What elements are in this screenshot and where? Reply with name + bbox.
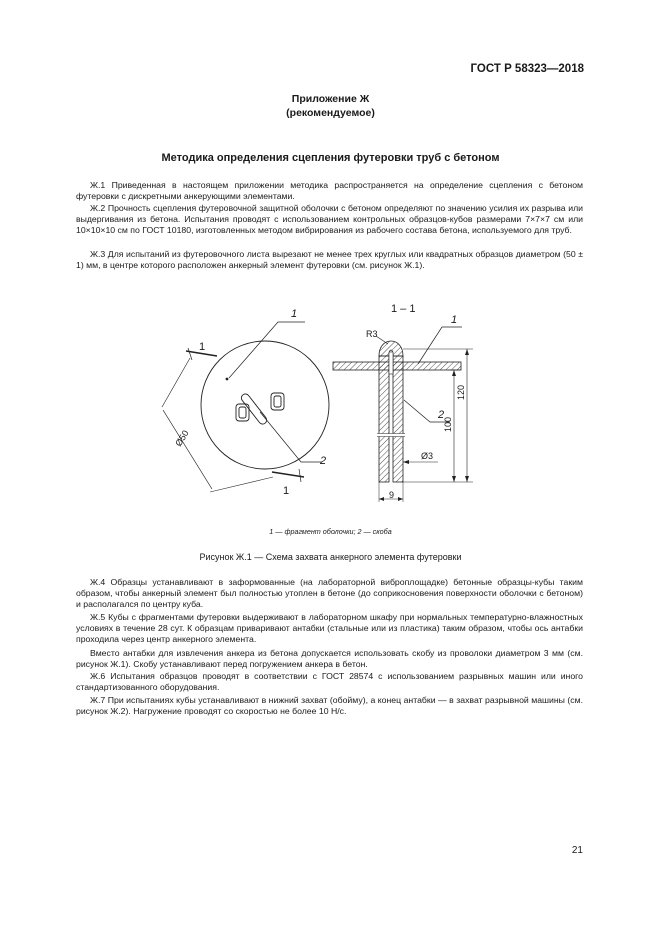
paragraph-zh3: Ж.3 Для испытаний из футеровочного листа вырезают не менее трех круглых или квадратных образцов диаметром (50 ± 1) мм, в центре которого расположен анкерный элемент футеровки (см. рисунок Ж.1). (76, 249, 583, 271)
center-point (226, 378, 229, 381)
leader-item1-right (418, 327, 462, 364)
label-dim-120: 120 (456, 384, 466, 400)
paragraph-staple-note: Вместо антабки для извлечения анкера из бетона допускается использовать скобу из проволоки диаметром 3 мм (см. рисунок Ж.1). Скобу устанавливают перед погружением анкера в бетон. (76, 648, 583, 670)
extension-d50-top (162, 358, 190, 407)
label-dim-100: 100 (443, 416, 453, 432)
page-number: 21 (571, 845, 583, 856)
dimension-line-d50 (163, 410, 212, 489)
section-mark-bottom (272, 472, 304, 477)
extension-d50-bottom (210, 477, 273, 492)
paragraph-zh4: Ж.4 Образцы устанавливают в заформованные (на лабораторной виброплощадке) бетонные образцы-кубы таким образом, чтобы анкерный элемент был полностью утоплен в бетоне (до соприкосновения поверхности оболочки с бетоном) и располагался по центру куба. (76, 577, 583, 610)
section-view-title: 1 – 1 (391, 303, 416, 315)
label-radius-r3: R3 (366, 329, 378, 339)
label-diameter-50: Ø50 (173, 428, 191, 449)
appendix-status: (рекомендуемое) (286, 107, 375, 119)
disk-outline (201, 341, 329, 469)
paragraph-zh2: Ж.2 Прочность сцепления футеровочной защитной оболочки с бетоном определяют по значению усилия их разрыва или выдергивания из бетона. Испытания проводят с использованием контрольных образцов-кубов размерами 7×7×7 см или 10×10×10 см по ГОСТ 10180, изготовленных методом вибрирования из рабочего состава бетона, используемого для труб. (76, 203, 583, 236)
staple-leg-right (393, 356, 403, 482)
anchor-element (236, 392, 284, 425)
section-arrow-bottom (299, 469, 301, 482)
document-code: ГОСТ Р 58323—2018 (470, 63, 584, 75)
figure-anchor-grip-scheme (150, 292, 510, 517)
figure-legend: 1 — фрагмент оболочки; 2 — скоба (269, 527, 392, 536)
paragraph-zh5: Ж.5 Кубы с фрагментами футеровки выдерживают в лабораторном шкафу при нормальных температурно-влажностных условиях в течение 28 сут. К образцам приваривают антабки (стальные или из пластика) таким образом, чтобы ось антабки проходила через центр анкерного элемента. (76, 612, 583, 645)
label-item1-left: 1 (291, 308, 298, 320)
paragraph-zh7: Ж.7 При испытаниях кубы устанавливают в нижний захват (обойму), а конец антабки — в захват разрывной машины (см. рисунок Ж.2). Нагружение проводят со скоростью не более 10 Н/с. (76, 695, 583, 717)
appendix-title: Приложение Ж (291, 93, 370, 105)
label-section-a: 1 (199, 341, 206, 353)
figure-caption: Рисунок Ж.1 — Схема захвата анкерного элемента футеровки (199, 552, 462, 562)
paragraph-zh1: Ж.1 Приведенная в настоящем приложении методика распространяется на определение сцепления с бетоном футеровки с дискретными анкерующими элементами. (76, 180, 583, 202)
label-dim-9: 9 (389, 490, 395, 500)
leader-item2-left (260, 412, 322, 462)
leader-item1-left (229, 322, 305, 378)
paragraph-zh6: Ж.6 Испытания образцов проводят в соответствии с ГОСТ 28574 с использованием разрывных машин или иного стандартизованного оборудования. (76, 671, 583, 693)
anchor-stem (389, 352, 393, 374)
leader-r3 (376, 336, 388, 344)
section-title: Методика определения сцепления футеровки труб с бетоном (161, 152, 500, 164)
label-dim-d3: Ø3 (421, 451, 434, 461)
label-section-b: 1 (283, 485, 290, 497)
label-item2-left: 2 (320, 455, 327, 467)
dimension-arrow-d3 (403, 460, 409, 464)
label-item2-right: 2 (438, 409, 445, 421)
label-item1-right: 1 (451, 314, 458, 326)
staple-leg-left (379, 356, 389, 482)
